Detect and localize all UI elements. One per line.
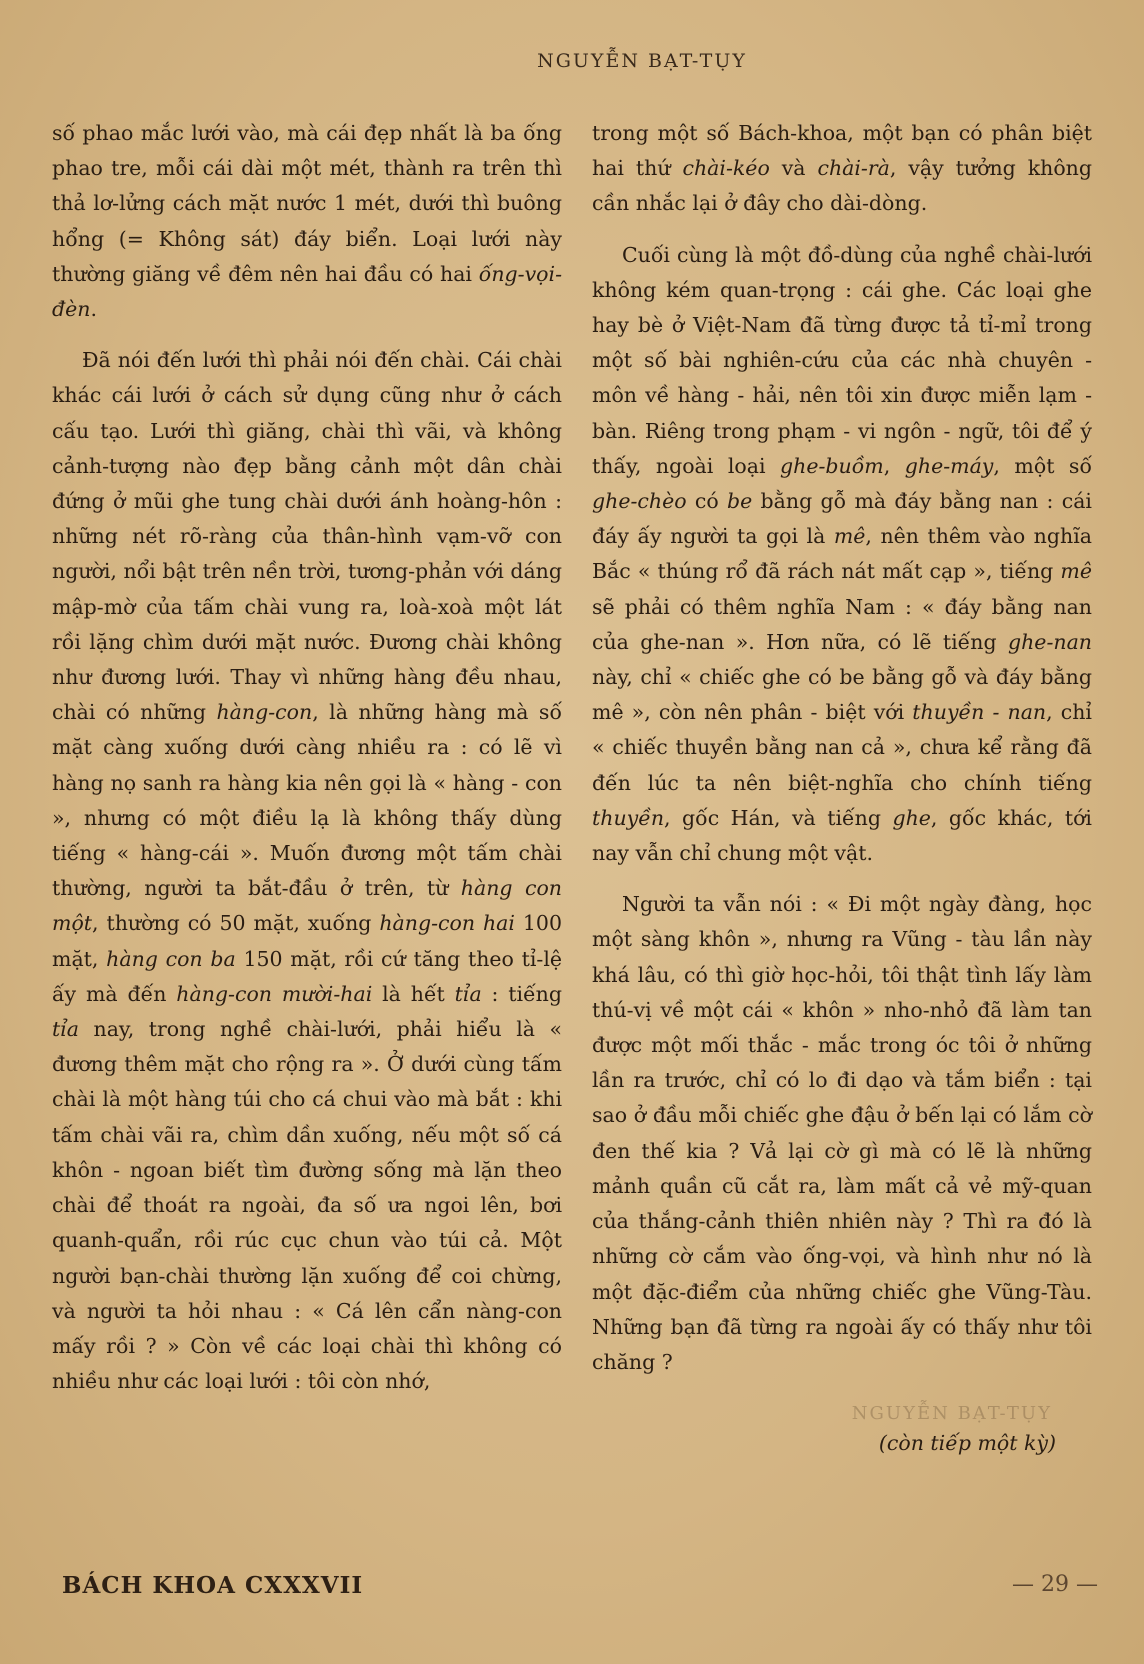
italic-term: thuyền - nan <box>912 700 1047 725</box>
author-signature: NGUYỄN BẠT-TỤY <box>851 1403 1052 1425</box>
italic-term: ghe-buồm <box>780 453 884 478</box>
italic-term: mê <box>1060 559 1092 584</box>
text-run: trong một số Bách-khoa, một bạn có phân biệt hai thứ <box>592 121 1092 181</box>
text-run: , gốc Hán, và tiếng <box>664 805 893 830</box>
italic-term: chài-kéo <box>682 156 770 181</box>
text-run: Đã nói đến lưới thì phải nói đến chài. Cái chài khác cái lưới ở cách sử dụng cũng như ở cách cấu tạo. Lưới thì giăng, chài thì vãi, và không cảnh-tượng nào đẹp bằng cảnh một dân chài đứng ở mũi ghe tung chài dưới ánh hoàng-hôn : những nét rõ-ràng của thân-hình vạm-vỡ con người, nổi bật trên nền trời, tương-phản với dáng mập-mờ của tấm chài vung ra, loà-xoà một lát rồi lặng chìm dưới mặt nước. Đương chài không như đương lưới. Thay vì những hàng đều nhau, chài có những <box>52 348 562 725</box>
italic-term: thuyền <box>592 805 665 830</box>
text-run: này, chỉ « chiếc ghe có be bằng gỗ và đáy bằng mê », còn nên phân - biệt với <box>592 665 1092 725</box>
italic-term: be <box>726 489 753 514</box>
text-run: số phao mắc lưới vào, mà cái đẹp nhất là ba ống phao tre, mỗi cái dài một mét, thành ra trên thì thả lơ-lửng cách mặt nước 1 mét, dưới thì buông hổng (= Không sát) đáy biển. Loại lưới này thường giăng về đêm nên hai đầu có hai <box>52 121 562 286</box>
italic-term: tỉa <box>52 1017 80 1042</box>
italic-term: hàng-con <box>216 700 313 725</box>
continued-note: (còn tiếp một kỳ) <box>878 1431 1056 1456</box>
italic-term: chài-rà <box>817 156 890 181</box>
left-column <box>52 116 562 1415</box>
text-run: , nên thêm vào nghĩa Bắc « thúng rổ đã rách nát mất cạp », tiếng <box>592 524 1092 584</box>
italic-term: hàng-con mười-hai <box>176 981 373 1006</box>
text-run: , một số <box>993 453 1092 478</box>
italic-term: tỉa <box>454 981 482 1006</box>
running-header: NGUYỄN BẠT-TỤY <box>537 50 747 72</box>
text-run: 100 mặt, <box>52 911 562 971</box>
text-run: có <box>686 489 727 514</box>
text-run: , là những hàng mà số mặt càng xuống dưới càng nhiều ra : có lẽ vì hàng nọ sanh ra hàng kia nên gọi là « hàng - con », nhưng có một điều lạ là không thấy dùng tiếng « hàng-cái ». Muốn đương một tấm chài thường, người ta bắt-đầu ở trên, từ <box>52 700 562 901</box>
page-number: — 29 — <box>1012 1572 1098 1597</box>
italic-term: hàng-con hai <box>379 911 515 936</box>
italic-term: hàng con một <box>52 876 563 936</box>
journal-footer: BÁCH KHOA CXXXVII <box>62 1572 364 1599</box>
italic-term: mê <box>833 524 866 549</box>
paragraph <box>592 887 1092 1380</box>
text-run: Cuối cùng là một đồ-dùng của nghề chài-lưới không kém quan-trọng : cái ghe. Các loại ghe hay bè ở Việt-Nam đã từng được tả tỉ-mỉ trong một số bài nghiên-cứu của các nhà chuyên - môn về hàng - hải, nên tôi xin được miễn lạm - bàn. Riêng trong phạm - vi ngôn - ngữ, tôi để ý thấy, ngoài loại <box>592 242 1092 478</box>
text-run: , thường có 50 mặt, xuống <box>92 911 380 936</box>
italic-term: hàng con ba <box>106 946 236 971</box>
text-run: sẽ phải có thêm nghĩa Nam : « đáy bằng nan của ghe-nan ». Hơn nữa, có lẽ tiếng <box>592 594 1092 654</box>
text-run: nay, trong nghề chài-lưới, phải hiểu là « đương thêm mặt cho rộng ra ». Ở dưới cùng tấm chài là một hàng túi cho cá chui vào mà bắt : khi tấm chài vãi ra, chìm dần xuống, nếu một số cá khôn - ngoan biết tìm đường sống mà lặn theo chài để thoát ra ngoài, đa số ưa ngoi lên, bơi quanh-quẩn, rồi rúc cục chun vào túi cả. Một người bạn-chài thường lặn xuống để coi chừng, và người ta hỏi nhau : « Cá lên cẩn nàng-con mấy rồi ? » Còn về các loại chài thì không có nhiều như các loại lưới : tôi còn nhớ, <box>52 1017 562 1394</box>
text-run: , gốc khác, tới nay vẫn chỉ chung một vật. <box>592 805 1092 866</box>
text-run: Người ta vẫn nói : « Đi một ngày đàng, học một sàng khôn », nhưng ra Vũng - tàu lần này khá lâu, có thì giờ học-hỏi, tôi thật tình lấy làm thú-vị về một cái « khôn » nho-nhỏ đã làm tan được một mối thắc - mắc trong óc tôi ở những lần ra trước, chỉ có lo đi dạo và tắm biển : tại sao ở đầu mỗi chiếc ghe đậu ở bến lại có lắm cờ đen thế kia ? Vả lại cờ gì mà có lẽ là những mảnh quần cũ cắt ra, làm mất cả vẻ mỹ-quan của thắng-cảnh thiên nhiên này ? Thì ra đó là những cờ cắm vào ống-vọi, và hình như nó là một đặc-điểm của những chiếc ghe Vũng-Tàu. Những bạn đã từng ra ngoài ấy có thấy như tôi chăng ? <box>592 892 1092 1374</box>
text-run: : tiếng <box>481 981 563 1006</box>
text-run: , <box>883 453 905 478</box>
italic-term: ghe-chèo <box>592 489 687 514</box>
italic-term: ghe-nan <box>1007 629 1092 654</box>
text-run: , vậy tưởng không cần nhắc lại ở đây cho dài-dòng. <box>592 156 1092 216</box>
italic-term: ghe <box>892 805 931 830</box>
text-run: và <box>769 156 818 181</box>
paragraph <box>52 116 562 327</box>
italic-term: ghe-máy <box>904 453 994 478</box>
text-run: 150 mặt, rồi cứ tăng theo tỉ-lệ ấy mà đến <box>52 946 563 1006</box>
text-run: bằng gỗ mà đáy bằng nan : cái đáy ấy người ta gọi là <box>592 489 1092 549</box>
text-run: . <box>90 297 97 322</box>
paragraph <box>52 343 562 1399</box>
paragraph <box>592 238 1092 872</box>
italic-term: ống-vọi-đèn <box>52 261 562 322</box>
paragraph <box>592 116 1092 222</box>
right-column <box>592 116 1092 1461</box>
text-run: là hết <box>372 981 455 1006</box>
text-run: , chỉ « chiếc thuyền bằng nan cả », chưa kể rằng đã đến lúc ta nên biệt-nghĩa cho chính tiếng <box>592 700 1092 795</box>
